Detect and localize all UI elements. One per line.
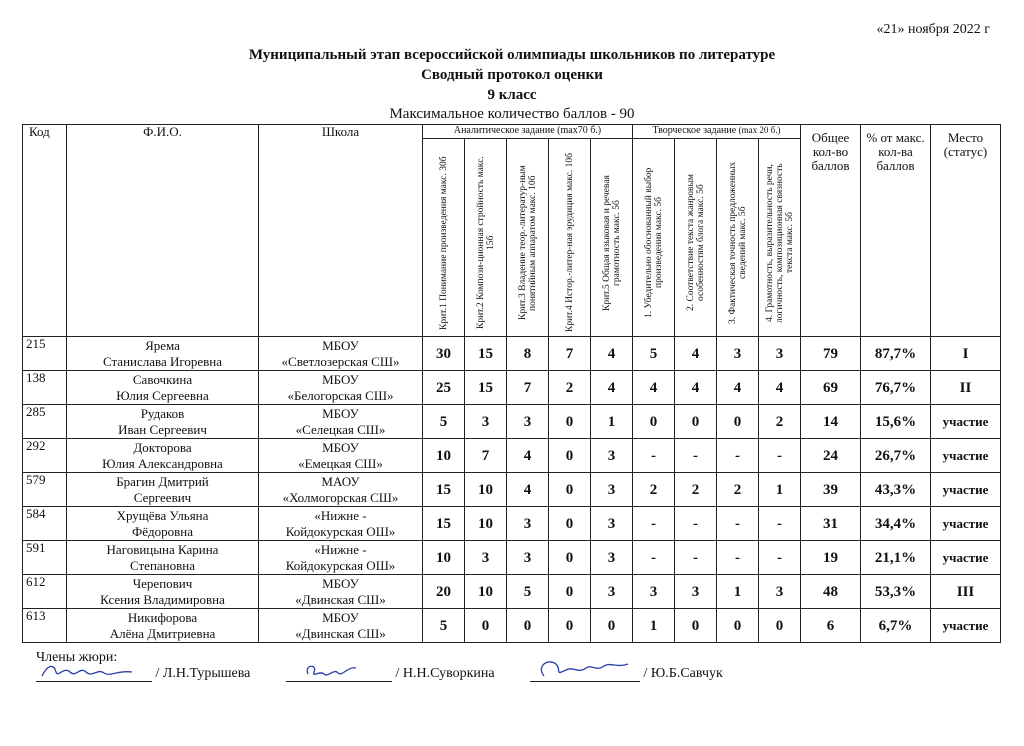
participant-surname: Никифорова bbox=[127, 609, 198, 625]
table-row bbox=[23, 405, 1001, 439]
participant-given-names: Алёна Дмитриевна bbox=[109, 625, 216, 641]
criterion-score-4: 0 bbox=[549, 541, 591, 575]
jury-signature-1 bbox=[36, 665, 250, 685]
criterion-score-1: 5 bbox=[423, 405, 465, 439]
participant-given-names: Ксения Владимировна bbox=[100, 591, 225, 607]
participant-code: 292 bbox=[23, 439, 67, 473]
place-status: участие bbox=[931, 541, 1001, 575]
criterion-score-2: 10 bbox=[465, 575, 507, 609]
criterion-score-7: 4 bbox=[675, 337, 717, 371]
participant-school bbox=[259, 575, 423, 609]
criterion-score-8: 3 bbox=[717, 337, 759, 371]
participant-code: 612 bbox=[23, 575, 67, 609]
criterion-score-3: 0 bbox=[507, 609, 549, 643]
criterion-score-3: 5 bbox=[507, 575, 549, 609]
total-score: 19 bbox=[801, 541, 861, 575]
school-type: МБОУ bbox=[322, 371, 359, 387]
participant-given-names: Фёдоровна bbox=[131, 523, 194, 539]
criterion-label-9: 4. Грамотность, выразительность речи, логичность, композиционная связность текста макс. 5б bbox=[764, 163, 795, 323]
place-status: участие bbox=[931, 507, 1001, 541]
participant-code: 215 bbox=[23, 337, 67, 371]
criterion-header-5 bbox=[591, 139, 633, 337]
criterion-score-6: 1 bbox=[633, 609, 675, 643]
criterion-header-1 bbox=[423, 139, 465, 337]
participant-school bbox=[259, 541, 423, 575]
participant-name bbox=[67, 439, 259, 473]
criterion-score-9: 0 bbox=[759, 609, 801, 643]
criterion-score-1: 5 bbox=[423, 609, 465, 643]
criterion-score-6: - bbox=[633, 507, 675, 541]
participant-school bbox=[259, 337, 423, 371]
header-creative-group bbox=[633, 125, 801, 139]
criterion-score-5: 1 bbox=[591, 405, 633, 439]
total-score: 14 bbox=[801, 405, 861, 439]
criterion-score-4: 0 bbox=[549, 405, 591, 439]
criterion-score-8: - bbox=[717, 439, 759, 473]
total-score: 24 bbox=[801, 439, 861, 473]
criterion-score-8: - bbox=[717, 541, 759, 575]
school-name: «Двинская СШ» bbox=[295, 591, 386, 607]
signature-suvorkina bbox=[286, 665, 392, 682]
place-status: участие bbox=[931, 439, 1001, 473]
total-score: 31 bbox=[801, 507, 861, 541]
participant-name bbox=[67, 609, 259, 643]
participant-surname: Наговицына Карина bbox=[106, 541, 219, 557]
criterion-score-3: 7 bbox=[507, 371, 549, 405]
criterion-label-2: Крит.2 Компози-ционная стройность макс. 15б bbox=[475, 156, 496, 330]
criterion-score-3: 3 bbox=[507, 405, 549, 439]
criterion-score-1: 30 bbox=[423, 337, 465, 371]
criterion-score-6: 0 bbox=[633, 405, 675, 439]
school-type: МБОУ bbox=[322, 337, 359, 353]
criterion-score-4: 2 bbox=[549, 371, 591, 405]
results-table bbox=[22, 124, 1001, 643]
criterion-score-7: 0 bbox=[675, 609, 717, 643]
participant-code: 579 bbox=[23, 473, 67, 507]
percent-score: 76,7% bbox=[861, 371, 931, 405]
total-score: 48 bbox=[801, 575, 861, 609]
school-name: «Селецкая СШ» bbox=[295, 421, 386, 437]
school-type: МАОУ bbox=[321, 473, 360, 489]
criterion-score-2: 15 bbox=[465, 337, 507, 371]
criterion-score-4: 0 bbox=[549, 473, 591, 507]
participant-surname: Хрущёва Ульяна bbox=[116, 507, 209, 523]
jury-member-2: / Н.Н.Суворкина bbox=[395, 666, 495, 681]
header-percent: % от макс. кол-ва баллов bbox=[861, 125, 931, 337]
place-status: участие bbox=[931, 405, 1001, 439]
criterion-label-1: Крит.1 Понимание произведения макс. 30б bbox=[438, 156, 449, 330]
school-type: «Нижне - bbox=[314, 541, 367, 557]
criterion-header-6 bbox=[633, 139, 675, 337]
place-status: участие bbox=[931, 473, 1001, 507]
criterion-score-7: 3 bbox=[675, 575, 717, 609]
table-row bbox=[23, 541, 1001, 575]
criterion-score-1: 20 bbox=[423, 575, 465, 609]
participant-given-names: Юлия Александровна bbox=[102, 455, 223, 471]
criterion-score-6: 4 bbox=[633, 371, 675, 405]
participant-code: 138 bbox=[23, 371, 67, 405]
school-name: «Белогорская СШ» bbox=[287, 387, 394, 403]
participant-given-names: Степановна bbox=[130, 557, 195, 573]
jury-member-1: / Л.Н.Турышева bbox=[155, 666, 251, 681]
participant-given-names: Иван Сергеевич bbox=[118, 421, 207, 437]
criterion-score-8: 4 bbox=[717, 371, 759, 405]
criterion-score-8: - bbox=[717, 507, 759, 541]
criterion-score-7: 2 bbox=[675, 473, 717, 507]
criterion-score-3: 3 bbox=[507, 541, 549, 575]
school-name: «Двинская СШ» bbox=[295, 625, 386, 641]
criterion-score-6: 2 bbox=[633, 473, 675, 507]
participant-school bbox=[259, 609, 423, 643]
criterion-score-8: 1 bbox=[717, 575, 759, 609]
percent-score: 6,7% bbox=[861, 609, 931, 643]
school-type: «Нижне - bbox=[314, 507, 367, 523]
criterion-label-7: 2. Соответствие текста жанровым особенностям блога макс. 5б bbox=[685, 174, 706, 312]
criterion-score-2: 10 bbox=[465, 507, 507, 541]
creative-group-max: (max 20 б.) bbox=[738, 125, 781, 135]
protocol-title: Сводный протокол оценки bbox=[421, 67, 603, 83]
participant-name bbox=[67, 575, 259, 609]
criterion-score-1: 10 bbox=[423, 439, 465, 473]
participant-school bbox=[259, 473, 423, 507]
participant-school bbox=[259, 439, 423, 473]
criterion-score-7: - bbox=[675, 439, 717, 473]
criterion-header-8 bbox=[717, 139, 759, 337]
participant-name bbox=[67, 371, 259, 405]
table-row bbox=[23, 473, 1001, 507]
criterion-score-2: 7 bbox=[465, 439, 507, 473]
participant-surname: Брагин Дмитрий bbox=[116, 473, 209, 489]
table-row bbox=[23, 439, 1001, 473]
signature-turysheva bbox=[36, 665, 152, 682]
header-code: Код bbox=[23, 125, 67, 337]
table-row bbox=[23, 337, 1001, 371]
participant-given-names: Юлия Сергеевна bbox=[116, 387, 209, 403]
participant-school bbox=[259, 507, 423, 541]
criterion-score-2: 3 bbox=[465, 541, 507, 575]
school-type: МБОУ bbox=[322, 405, 359, 421]
header-analytic-group: Аналитическое задание (max70 б.) bbox=[423, 125, 633, 139]
participant-given-names: Сергеевич bbox=[133, 489, 192, 505]
criterion-header-7 bbox=[675, 139, 717, 337]
criterion-score-5: 4 bbox=[591, 337, 633, 371]
criterion-score-9: 3 bbox=[759, 575, 801, 609]
participant-surname: Рудаков bbox=[140, 405, 185, 421]
participant-surname: Ярема bbox=[145, 337, 180, 353]
criterion-score-9: 4 bbox=[759, 371, 801, 405]
criterion-score-7: 0 bbox=[675, 405, 717, 439]
max-score-line: Максимальное количество баллов - 90 bbox=[389, 106, 635, 122]
percent-score: 87,7% bbox=[861, 337, 931, 371]
school-name: Койдокурская ОШ» bbox=[285, 557, 396, 573]
header-total: Общее кол-во баллов bbox=[801, 125, 861, 337]
criterion-score-9: 3 bbox=[759, 337, 801, 371]
criterion-score-8: 0 bbox=[717, 609, 759, 643]
participant-name bbox=[67, 507, 259, 541]
criterion-score-1: 15 bbox=[423, 473, 465, 507]
header-school: Школа bbox=[259, 125, 423, 337]
participant-code: 613 bbox=[23, 609, 67, 643]
participant-code: 285 bbox=[23, 405, 67, 439]
criterion-score-4: 7 bbox=[549, 337, 591, 371]
criterion-score-1: 15 bbox=[423, 507, 465, 541]
participant-name bbox=[67, 473, 259, 507]
percent-score: 26,7% bbox=[861, 439, 931, 473]
participant-code: 591 bbox=[23, 541, 67, 575]
criterion-label-4: Крит.4 Истор.-литер-ная эрудиция макс. 10б bbox=[564, 153, 575, 333]
jury-member-3: / Ю.Б.Савчук bbox=[643, 666, 723, 681]
protocol-date: «21» ноября 2022 г bbox=[876, 22, 990, 37]
criterion-score-3: 4 bbox=[507, 473, 549, 507]
criterion-header-9 bbox=[759, 139, 801, 337]
criterion-score-5: 3 bbox=[591, 541, 633, 575]
participant-given-names: Станислава Игоревна bbox=[102, 353, 223, 369]
jury-signature-3 bbox=[530, 665, 723, 685]
participant-name bbox=[67, 541, 259, 575]
participant-surname: Черепович bbox=[132, 575, 193, 591]
criterion-score-6: - bbox=[633, 541, 675, 575]
criterion-score-5: 3 bbox=[591, 575, 633, 609]
criterion-score-5: 4 bbox=[591, 371, 633, 405]
signature-savchuk bbox=[530, 665, 640, 682]
criterion-score-1: 10 bbox=[423, 541, 465, 575]
criterion-score-1: 25 bbox=[423, 371, 465, 405]
school-type: МБОУ bbox=[322, 575, 359, 591]
criterion-score-6: 5 bbox=[633, 337, 675, 371]
table-row bbox=[23, 507, 1001, 541]
criterion-score-8: 0 bbox=[717, 405, 759, 439]
criterion-score-6: 3 bbox=[633, 575, 675, 609]
creative-group-label: Творческое задание bbox=[652, 125, 737, 136]
criterion-score-5: 3 bbox=[591, 507, 633, 541]
participant-school bbox=[259, 371, 423, 405]
grade-title: 9 класс bbox=[487, 87, 537, 103]
criterion-score-5: 3 bbox=[591, 439, 633, 473]
school-name: «Холмогорская СШ» bbox=[282, 489, 399, 505]
criterion-score-2: 0 bbox=[465, 609, 507, 643]
criterion-score-2: 3 bbox=[465, 405, 507, 439]
table-row bbox=[23, 609, 1001, 643]
participant-school bbox=[259, 405, 423, 439]
criterion-score-3: 8 bbox=[507, 337, 549, 371]
place-status: III bbox=[931, 575, 1001, 609]
criterion-score-9: - bbox=[759, 439, 801, 473]
header-name: Ф.И.О. bbox=[67, 125, 259, 337]
total-score: 39 bbox=[801, 473, 861, 507]
percent-score: 15,6% bbox=[861, 405, 931, 439]
criterion-score-7: - bbox=[675, 541, 717, 575]
participant-name bbox=[67, 405, 259, 439]
olympiad-title: Муниципальный этап всероссийской олимпиады школьников по литературе bbox=[248, 47, 776, 63]
school-type: МБОУ bbox=[322, 439, 359, 455]
criterion-score-9: 1 bbox=[759, 473, 801, 507]
participant-code: 584 bbox=[23, 507, 67, 541]
jury-label: Члены жюри: bbox=[36, 650, 118, 665]
criterion-header-3 bbox=[507, 139, 549, 337]
criterion-score-6: - bbox=[633, 439, 675, 473]
place-status: участие bbox=[931, 609, 1001, 643]
criterion-score-3: 4 bbox=[507, 439, 549, 473]
criterion-score-4: 0 bbox=[549, 507, 591, 541]
participant-surname: Докторова bbox=[133, 439, 192, 455]
criterion-score-9: - bbox=[759, 507, 801, 541]
jury-signature-2 bbox=[286, 665, 495, 685]
participant-surname: Савочкина bbox=[132, 371, 193, 387]
school-name: «Емецкая СШ» bbox=[298, 455, 383, 471]
criterion-score-5: 0 bbox=[591, 609, 633, 643]
criterion-header-4 bbox=[549, 139, 591, 337]
criterion-score-9: 2 bbox=[759, 405, 801, 439]
criterion-label-6: 1. Убедительно обоснованный выбор произведения макс. 5б bbox=[643, 167, 664, 319]
header-place: Место (статус) bbox=[931, 125, 1001, 337]
criterion-score-4: 0 bbox=[549, 439, 591, 473]
school-type: МБОУ bbox=[322, 609, 359, 625]
percent-score: 43,3% bbox=[861, 473, 931, 507]
criterion-score-4: 0 bbox=[549, 575, 591, 609]
criterion-header-2 bbox=[465, 139, 507, 337]
percent-score: 53,3% bbox=[861, 575, 931, 609]
criterion-score-8: 2 bbox=[717, 473, 759, 507]
place-status: II bbox=[931, 371, 1001, 405]
table-row bbox=[23, 371, 1001, 405]
place-status: I bbox=[931, 337, 1001, 371]
criterion-score-9: - bbox=[759, 541, 801, 575]
percent-score: 21,1% bbox=[861, 541, 931, 575]
criterion-score-2: 10 bbox=[465, 473, 507, 507]
criterion-score-2: 15 bbox=[465, 371, 507, 405]
criterion-score-5: 3 bbox=[591, 473, 633, 507]
table-row bbox=[23, 575, 1001, 609]
criterion-score-7: - bbox=[675, 507, 717, 541]
criterion-label-5: Крит.5 Общая языковая и речевая грамотность макс. 5б bbox=[601, 175, 622, 311]
percent-score: 34,4% bbox=[861, 507, 931, 541]
criterion-score-3: 3 bbox=[507, 507, 549, 541]
school-name: Койдокурская ОШ» bbox=[285, 523, 396, 539]
total-score: 79 bbox=[801, 337, 861, 371]
school-name: «Светлозерская СШ» bbox=[281, 353, 400, 369]
criterion-score-7: 4 bbox=[675, 371, 717, 405]
total-score: 69 bbox=[801, 371, 861, 405]
total-score: 6 bbox=[801, 609, 861, 643]
criterion-label-8: 3. Фактическая точность предложенных сведений макс. 5б bbox=[727, 161, 748, 325]
criterion-label-3: Крит.3 Владение теор.-литератур-ным понятийным аппаратом макс. 10б bbox=[517, 165, 538, 321]
criterion-score-4: 0 bbox=[549, 609, 591, 643]
participant-name bbox=[67, 337, 259, 371]
